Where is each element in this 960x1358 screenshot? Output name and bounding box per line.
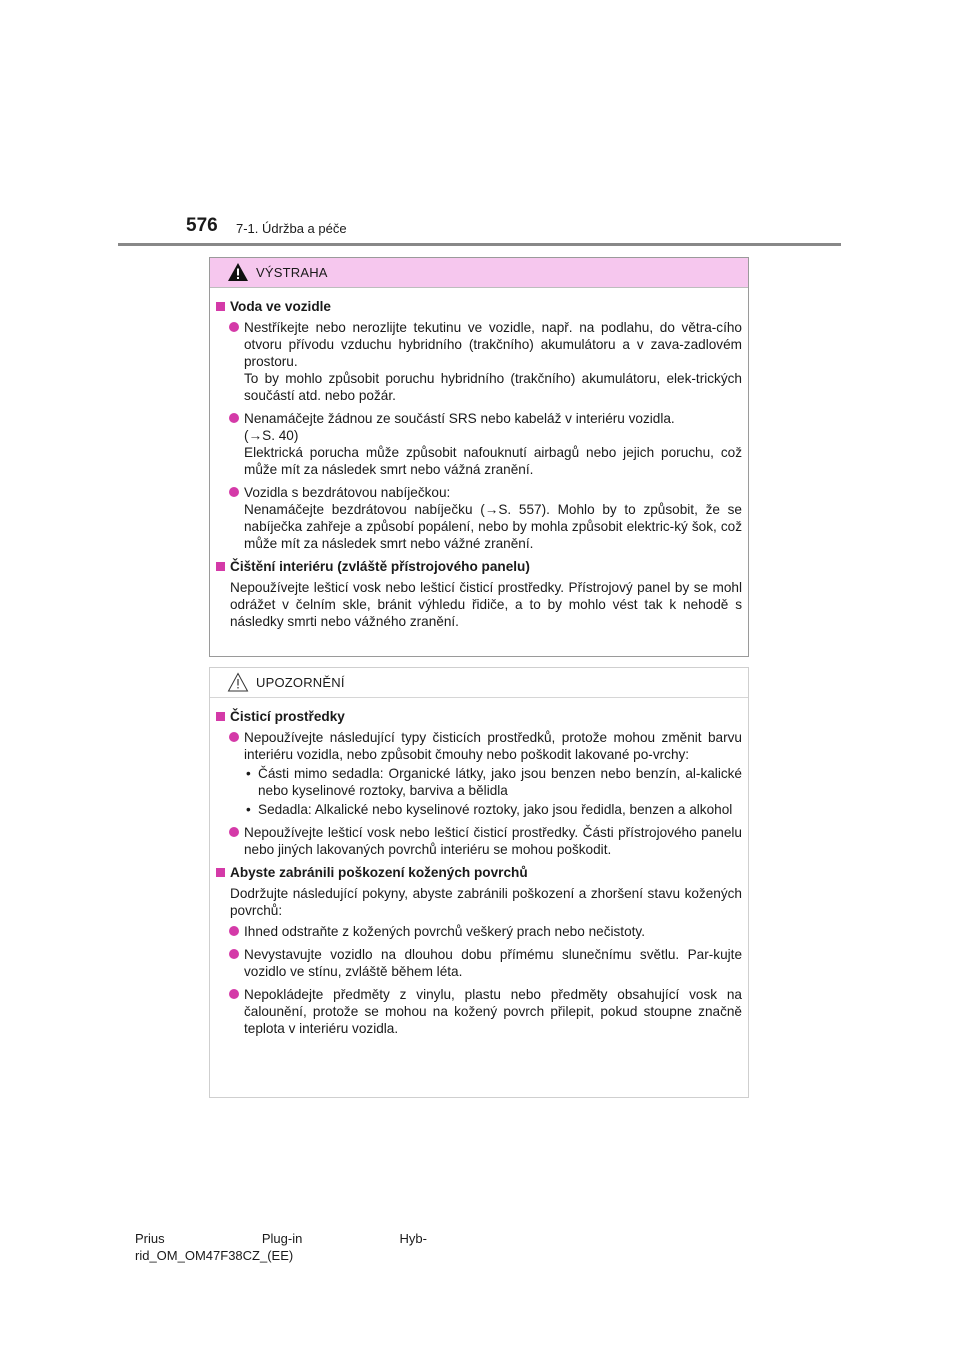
round-bullet-icon <box>229 989 239 999</box>
page-number: 576 <box>186 215 218 236</box>
square-bullet-icon <box>216 302 225 311</box>
warning-box-title: VÝSTRAHA <box>256 265 328 280</box>
list-item: Nevystavujte vozidlo na dlouhou dobu přímému slunečnímu světlu. Par-kujte vozidlo ve stínu, zvláště během léta. <box>216 946 742 980</box>
list-item: Nepoužívejte následující typy čisticích prostředků, protože mohou změnit barvu interiéru vozidla, nebo způsobit čmouhy nebo poškodit lakované po-vrchy: • Části mimo sedadla: Organické látky, jako jsou benzen nebo benzín, al-kalické nebo kyselinové roztoky, barviva a bělidla • Sedadla: Alkalické nebo kyselinové roztoky, jako jsou ředidla, benzen a alkohol <box>216 729 742 818</box>
warning-box-header <box>210 258 748 288</box>
section-text: Nepoužívejte lešticí vosk nebo lešticí čisticí prostředky. Přístrojový panel by se mohl odrážet v čelním skle, bránit výhledu řidiče, a to by mohlo vést tak k nehodě s následky smrti nebo vážného zranění. <box>230 580 742 629</box>
warning-box <box>209 257 749 657</box>
caution-box <box>209 667 749 1098</box>
warning-box-body <box>210 288 748 630</box>
sub-list-item: • Sedadla: Alkalické nebo kyselinové roztoky, jako jsou ředidla, benzen a alkohol <box>246 802 733 817</box>
square-bullet-icon <box>216 712 225 721</box>
round-bullet-icon <box>229 949 239 959</box>
dot-bullet-icon: • <box>246 766 251 781</box>
section-heading: Abyste zabránili poškození kožených povrchů <box>216 864 742 881</box>
footer-line-1: Prius Plug-in Hyb- <box>135 1231 427 1246</box>
section-heading: Čisticí prostředky <box>216 708 742 725</box>
sub-list-item: • Části mimo sedadla: Organické látky, jako jsou benzen nebo benzín, al-kalické nebo kyselinové roztoky, barviva a bělidla <box>246 766 742 798</box>
round-bullet-icon <box>229 827 239 837</box>
page-header <box>186 214 786 244</box>
page-reference: (→S. 40) <box>244 428 299 443</box>
list-item: Vozidla s bezdrátovou nabíječkou: Nenamáčejte bezdrátovou nabíječku (→S. 557). Mohlo by to způsobit, že se nabíječka zahřeje a způsobí popálení, nebo by mohla způsobit elektric-ký šok, což může mít za následek smrt nebo vážné zranění. <box>216 484 742 552</box>
list-item: Nepoužívejte lešticí vosk nebo lešticí čisticí prostředky. Části přístrojového panelu nebo jiných lakovaných povrchů interiéru se mohou poškodit. <box>216 824 742 858</box>
round-bullet-icon <box>229 926 239 936</box>
caution-box-body <box>210 698 748 1037</box>
list-item: Ihned odstraňte z kožených povrchů veškerý prach nebo nečistoty. <box>216 923 742 940</box>
section-title: 7-1. Údržba a péče <box>236 221 347 236</box>
round-bullet-icon <box>229 413 239 423</box>
caution-box-title: UPOZORNĚNÍ <box>256 675 345 690</box>
list-item: Nenamáčejte žádnou ze součástí SRS nebo kabeláž v interiéru vozidla. (→S. 40) Elektrická porucha může způsobit nafouknutí airbagů nebo jejich poruchu, což může mít za následek smrt nebo vážná zranění. <box>216 410 742 478</box>
page-footer <box>135 1230 455 1264</box>
section-heading: Čištění interiéru (zvláště přístrojového panelu) <box>216 558 742 575</box>
caution-box-header <box>210 668 748 698</box>
list-item: Nepokládejte předměty z vinylu, plastu nebo předměty obsahující vosk na čalounění, protože se mohou na kožený povrch přilepit, pokud stoupne značně teplota v interiéru vozidla. <box>216 986 742 1037</box>
footer-line-2: rid_OM_OM47F38CZ_(EE) <box>135 1248 294 1263</box>
dot-bullet-icon: • <box>246 802 251 817</box>
section-heading: Voda ve vozidle <box>216 298 742 315</box>
round-bullet-icon <box>229 322 239 332</box>
square-bullet-icon <box>216 562 225 571</box>
round-bullet-icon <box>229 487 239 497</box>
warning-triangle-icon <box>227 262 249 282</box>
square-bullet-icon <box>216 868 225 877</box>
header-rule <box>118 243 841 246</box>
round-bullet-icon <box>229 732 239 742</box>
caution-triangle-icon <box>227 672 249 692</box>
section-text: Dodržujte následující pokyny, abyste zabránili poškození a zhoršení stavu kožených povrchů: <box>230 886 742 918</box>
list-item: Nestříkejte nebo nerozlijte tekutinu ve vozidle, např. na podlahu, do větra-cího otvoru přívodu vzduchu hybridního (trakčního) akumulátoru a v zava-zadlovém prostoru. To by mohlo způsobit poruchu hybridního (trakčního) akumulátoru, elek-trických součástí atd. nebo požár. <box>216 319 742 404</box>
